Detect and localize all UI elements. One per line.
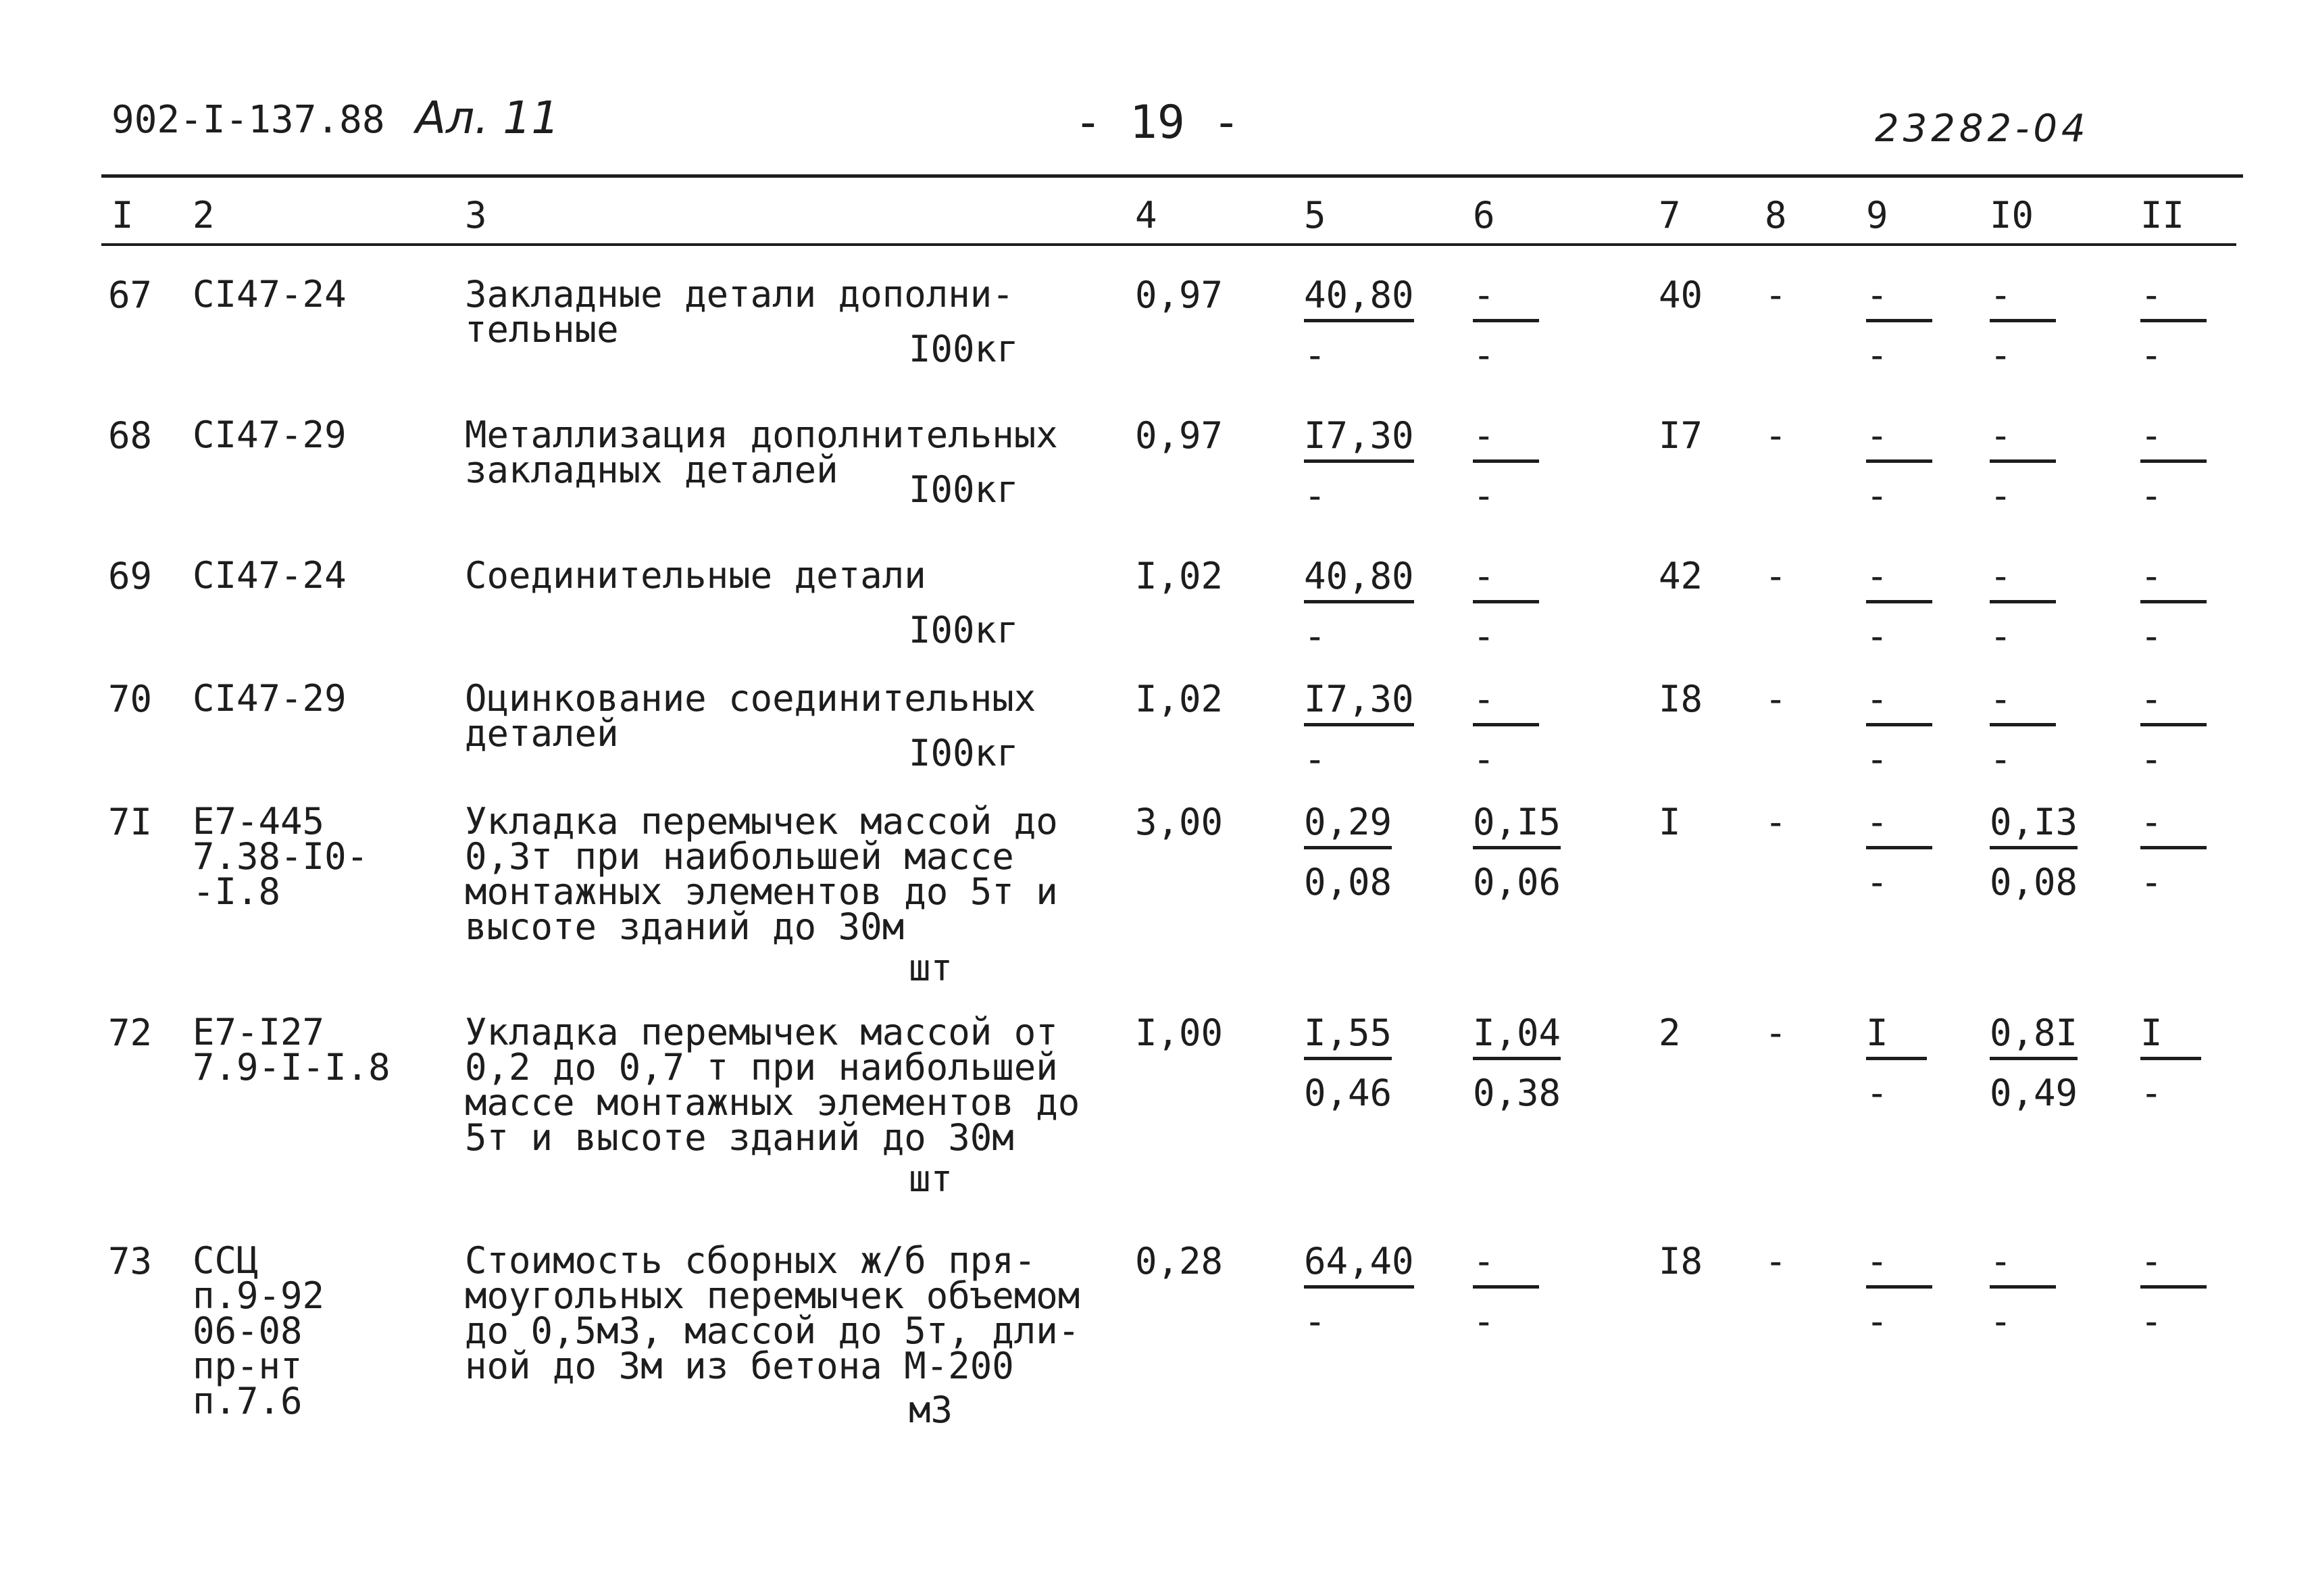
- work-description: [465, 554, 926, 597]
- fraction-denominator: -: [2140, 334, 2163, 376]
- fraction-cell-c9: [1866, 1012, 1927, 1114]
- fraction-numerator: -: [2140, 418, 2207, 463]
- fraction-denominator: -: [1473, 1300, 1495, 1343]
- work-description-line: Оцинкование соединительных: [465, 677, 1036, 720]
- rate-code-line: -I.8: [193, 870, 281, 913]
- fraction-cell-c5: [1304, 555, 1414, 657]
- fraction-cell-c9: [1866, 678, 1932, 780]
- work-description: [465, 800, 1058, 948]
- fraction-denominator: -: [1866, 738, 1888, 780]
- column-7-value: 42: [1659, 555, 1703, 597]
- fraction-cell-c11: [2140, 414, 2207, 517]
- fraction-numerator: -: [1866, 558, 1932, 603]
- fraction-cell-c10: [1990, 1240, 2056, 1343]
- quantity-value: 0,97: [1135, 414, 1224, 457]
- unit-of-measure: I00кг: [909, 732, 1019, 774]
- work-description-line: Металлизация дополнительных: [465, 414, 1058, 456]
- fraction-numerator: -: [1990, 277, 2056, 322]
- rate-code-line: CI47-24: [193, 273, 347, 316]
- rate-code-line: ССЦ: [193, 1239, 259, 1282]
- fraction-numerator: -: [1990, 418, 2056, 463]
- fraction-numerator: -: [1866, 277, 1932, 322]
- fraction-denominator: 0,06: [1473, 861, 1561, 903]
- header-bottom-rule: [101, 243, 2236, 246]
- fraction-denominator: -: [1473, 615, 1495, 657]
- fraction-cell-c9: [1866, 414, 1932, 517]
- fraction-denominator: -: [1990, 738, 2012, 780]
- unit-of-measure: I00кг: [909, 468, 1019, 511]
- fraction-cell-c10: [1990, 678, 2056, 780]
- fraction-denominator: 0,08: [1304, 861, 1392, 903]
- fraction-numerator: 0,I3: [1990, 804, 2078, 849]
- fraction-numerator: -: [1990, 558, 2056, 603]
- fraction-denominator: -: [1473, 334, 1495, 376]
- fraction-numerator: I7,30: [1304, 681, 1414, 726]
- rate-code-line: п.9-92: [193, 1274, 325, 1317]
- fraction-numerator: -: [1866, 418, 1932, 463]
- column-7-value: I8: [1659, 1240, 1703, 1282]
- rate-code: [193, 414, 347, 456]
- work-description-line: моугольных перемычек объемом: [465, 1274, 1080, 1317]
- rate-code-line: E7-445: [193, 800, 325, 843]
- row-number: 67: [108, 274, 153, 316]
- fraction-numerator: -: [1473, 558, 1539, 603]
- fraction-numerator: -: [1990, 1243, 2056, 1289]
- fraction-cell-c6: [1473, 1012, 1561, 1114]
- rate-code-line: E7-I27: [193, 1011, 325, 1053]
- column-7-value: I7: [1659, 414, 1703, 457]
- rate-code: [193, 677, 347, 720]
- fraction-numerator: -: [1473, 277, 1539, 322]
- fraction-numerator: -: [2140, 804, 2207, 849]
- fraction-cell-c9: [1866, 801, 1932, 903]
- fraction-denominator: -: [1473, 474, 1495, 517]
- fraction-denominator: -: [1990, 1300, 2012, 1343]
- row-number: 68: [108, 414, 153, 457]
- column-8-value: -: [1765, 1240, 1787, 1282]
- fraction-numerator: I,04: [1473, 1015, 1561, 1060]
- work-description-line: ной до 3м из бетона М-200: [465, 1345, 1014, 1387]
- column-7-value: I8: [1659, 678, 1703, 720]
- column-8-value: -: [1765, 678, 1787, 720]
- fraction-cell-c10: [1990, 801, 2078, 903]
- rate-code: [193, 554, 347, 597]
- rate-code: [193, 1011, 391, 1089]
- fraction-cell-c5: [1304, 414, 1414, 517]
- fraction-cell-c11: [2140, 1012, 2201, 1114]
- fraction-numerator: -: [1990, 681, 2056, 726]
- row-number: 70: [108, 678, 153, 720]
- fraction-numerator: I: [1866, 1015, 1927, 1060]
- row-number: 73: [108, 1240, 153, 1282]
- fraction-denominator: -: [1866, 1300, 1888, 1343]
- work-description-line: деталей: [465, 712, 619, 755]
- fraction-denominator: -: [1304, 334, 1326, 376]
- fraction-cell-c9: [1866, 555, 1932, 657]
- fraction-numerator: I7,30: [1304, 418, 1414, 463]
- fraction-denominator: -: [2140, 474, 2163, 517]
- work-description-line: закладных деталей: [465, 449, 838, 491]
- fraction-denominator: -: [2140, 738, 2163, 780]
- column-8-value: -: [1765, 1012, 1787, 1054]
- fraction-numerator: 0,29: [1304, 804, 1392, 849]
- fraction-cell-c11: [2140, 555, 2207, 657]
- rate-code-line: 06-08: [193, 1310, 303, 1352]
- column-7-value: 40: [1659, 274, 1703, 316]
- quantity-value: 0,28: [1135, 1240, 1224, 1282]
- fraction-cell-c6: [1473, 678, 1539, 780]
- work-description-line: Соединительные детали: [465, 554, 926, 597]
- page-number: - 19 -: [1074, 96, 1240, 149]
- fraction-cell-c11: [2140, 1240, 2207, 1343]
- inventory-number: 23282-04: [1875, 107, 2090, 151]
- fraction-cell-c9: [1866, 1240, 1932, 1343]
- fraction-numerator: 64,40: [1304, 1243, 1414, 1289]
- column-header-5: 5: [1304, 194, 1326, 236]
- fraction-denominator: -: [2140, 1072, 2163, 1114]
- unit-of-measure: I00кг: [909, 609, 1019, 651]
- fraction-denominator: -: [2140, 1300, 2163, 1343]
- fraction-denominator: -: [1473, 738, 1495, 780]
- fraction-cell-c6: [1473, 801, 1561, 903]
- quantity-value: I,02: [1135, 555, 1224, 597]
- work-description-line: 0,2 до 0,7 т при наибольшей: [465, 1046, 1058, 1089]
- column-8-value: -: [1765, 414, 1787, 457]
- fraction-numerator: -: [2140, 1243, 2207, 1289]
- rate-code-line: 7.9-I-I.8: [193, 1046, 391, 1089]
- column-header-7: 7: [1659, 194, 1681, 236]
- column-7-value: 2: [1659, 1012, 1681, 1054]
- header-top-rule: [101, 174, 2243, 178]
- fraction-denominator: 0,49: [1990, 1072, 2078, 1114]
- fraction-denominator: -: [1304, 1300, 1326, 1343]
- fraction-numerator: 0,8I: [1990, 1015, 2078, 1060]
- rate-code-line: п.7.6: [193, 1380, 303, 1422]
- fraction-denominator: -: [1990, 474, 2012, 517]
- fraction-denominator: 0,38: [1473, 1072, 1561, 1114]
- document-code: 902-I-137.88: [111, 98, 385, 142]
- column-header-3: 3: [465, 194, 487, 236]
- fraction-cell-c5: [1304, 1012, 1392, 1114]
- column-header-6: 6: [1473, 194, 1495, 236]
- quantity-value: I,02: [1135, 678, 1224, 720]
- unit-of-measure: м3: [909, 1389, 953, 1431]
- fraction-numerator: 0,I5: [1473, 804, 1561, 849]
- work-description-line: Укладка перемычек массой от: [465, 1011, 1058, 1053]
- column-header-4: 4: [1135, 194, 1157, 236]
- fraction-denominator: -: [2140, 615, 2163, 657]
- fraction-denominator: -: [1990, 615, 2012, 657]
- work-description: [465, 1011, 1080, 1159]
- fraction-numerator: -: [1473, 681, 1539, 726]
- fraction-denominator: -: [1990, 334, 2012, 376]
- work-description: [465, 1239, 1080, 1387]
- fraction-cell-c11: [2140, 801, 2207, 903]
- fraction-cell-c6: [1473, 414, 1539, 517]
- fraction-numerator: 40,80: [1304, 558, 1414, 603]
- fraction-numerator: -: [1866, 804, 1932, 849]
- column-header-2: 2: [193, 194, 215, 236]
- fraction-cell-c10: [1990, 414, 2056, 517]
- fraction-denominator: -: [1866, 615, 1888, 657]
- fraction-cell-c10: [1990, 274, 2056, 376]
- fraction-numerator: I: [2140, 1015, 2201, 1060]
- fraction-numerator: -: [1866, 1243, 1932, 1289]
- fraction-numerator: -: [1866, 681, 1932, 726]
- fraction-numerator: -: [2140, 681, 2207, 726]
- work-description-line: массе монтажных элементов до: [465, 1081, 1080, 1124]
- fraction-denominator: -: [1304, 615, 1326, 657]
- fraction-denominator: -: [1866, 334, 1888, 376]
- rate-code: [193, 800, 369, 913]
- column-header-9: 9: [1866, 194, 1888, 236]
- rate-code-line: 7.38-I0-: [193, 835, 369, 878]
- fraction-cell-c5: [1304, 678, 1414, 780]
- fraction-numerator: -: [2140, 277, 2207, 322]
- fraction-cell-c5: [1304, 274, 1414, 376]
- fraction-numerator: -: [1473, 418, 1539, 463]
- column-header-10: I0: [1990, 194, 2034, 236]
- work-description-line: Стоимость сборных ж/б пря-: [465, 1239, 1036, 1282]
- fraction-denominator: -: [1304, 738, 1326, 780]
- work-description-line: Закладные детали дополни-: [465, 273, 1014, 316]
- column-header-1: I: [111, 194, 134, 236]
- column-8-value: -: [1765, 274, 1787, 316]
- quantity-value: 3,00: [1135, 801, 1224, 843]
- column-header-8: 8: [1765, 194, 1787, 236]
- unit-of-measure: шт: [909, 1157, 953, 1200]
- column-8-value: -: [1765, 801, 1787, 843]
- fraction-cell-c6: [1473, 1240, 1539, 1343]
- fraction-cell-c5: [1304, 1240, 1414, 1343]
- rate-code-line: пр-нт: [193, 1345, 303, 1387]
- work-description-line: Укладка перемычек массой до: [465, 800, 1058, 843]
- work-description-line: до 0,5м3, массой до 5т, дли-: [465, 1310, 1080, 1352]
- work-description-line: 0,3т при наибольшей массе: [465, 835, 1014, 878]
- row-number: 72: [108, 1012, 153, 1054]
- work-description-line: высоте зданий до 30м: [465, 905, 905, 948]
- column-header-11: II: [2140, 194, 2185, 236]
- column-8-value: -: [1765, 555, 1787, 597]
- fraction-denominator: -: [1866, 861, 1888, 903]
- fraction-cell-c11: [2140, 274, 2207, 376]
- fraction-numerator: -: [2140, 558, 2207, 603]
- fraction-denominator: 0,46: [1304, 1072, 1392, 1114]
- fraction-cell-c6: [1473, 274, 1539, 376]
- unit-of-measure: I00кг: [909, 328, 1019, 370]
- sheet-label: Ал. 11: [416, 92, 560, 144]
- work-description-line: монтажных элементов до 5т и: [465, 870, 1058, 913]
- fraction-cell-c9: [1866, 274, 1932, 376]
- rate-code: [193, 273, 347, 316]
- fraction-numerator: 40,80: [1304, 277, 1414, 322]
- work-description-line: 5т и высоте зданий до 30м: [465, 1116, 1014, 1159]
- unit-of-measure: шт: [909, 947, 953, 989]
- work-description-line: тельные: [465, 308, 619, 351]
- fraction-denominator: -: [1866, 474, 1888, 517]
- row-number: 7I: [108, 801, 153, 843]
- rate-code: [193, 1239, 325, 1422]
- fraction-numerator: -: [1473, 1243, 1539, 1289]
- fraction-cell-c10: [1990, 555, 2056, 657]
- quantity-value: I,00: [1135, 1012, 1224, 1054]
- rate-code-line: CI47-29: [193, 414, 347, 456]
- rate-code-line: CI47-29: [193, 677, 347, 720]
- fraction-numerator: I,55: [1304, 1015, 1392, 1060]
- quantity-value: 0,97: [1135, 274, 1224, 316]
- fraction-cell-c11: [2140, 678, 2207, 780]
- fraction-denominator: -: [1866, 1072, 1888, 1114]
- fraction-cell-c5: [1304, 801, 1392, 903]
- fraction-denominator: -: [2140, 861, 2163, 903]
- fraction-denominator: -: [1304, 474, 1326, 517]
- column-7-value: I: [1659, 801, 1681, 843]
- fraction-denominator: 0,08: [1990, 861, 2078, 903]
- rate-code-line: CI47-24: [193, 554, 347, 597]
- row-number: 69: [108, 555, 153, 597]
- fraction-cell-c6: [1473, 555, 1539, 657]
- fraction-cell-c10: [1990, 1012, 2078, 1114]
